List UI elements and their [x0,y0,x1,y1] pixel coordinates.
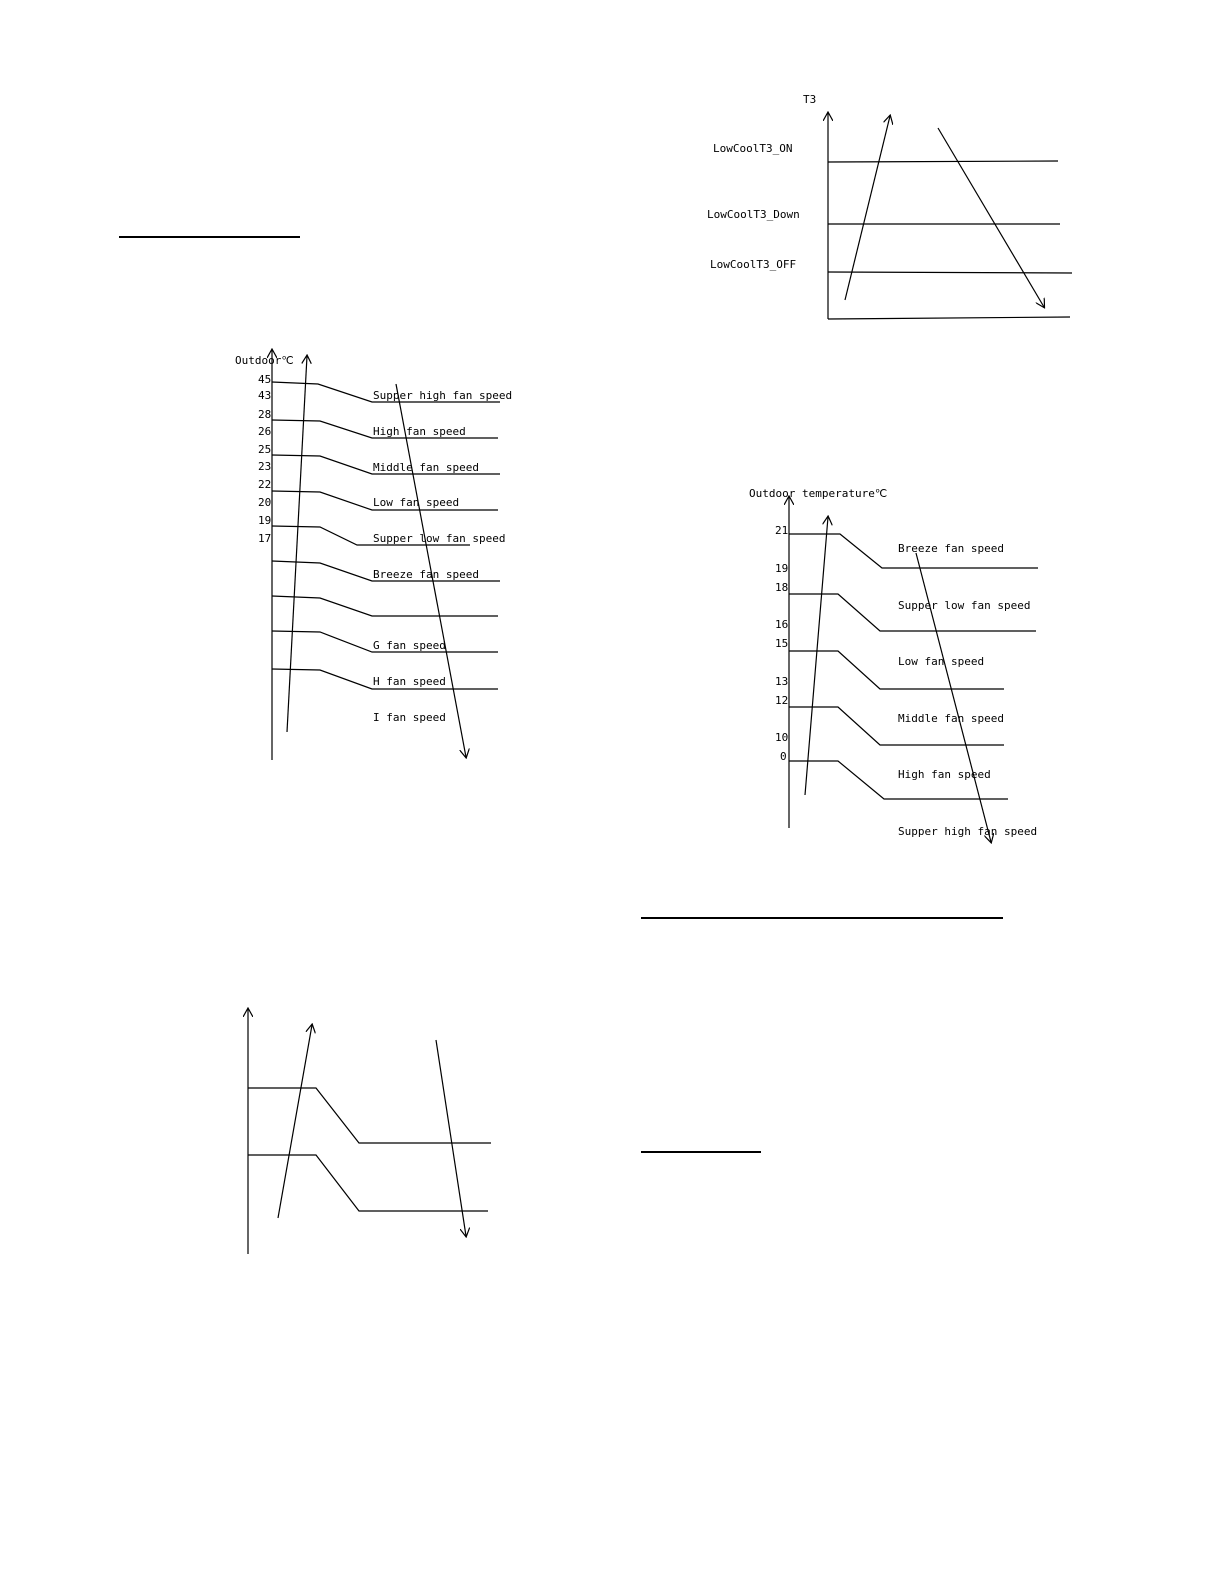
d1-tick: 19 [258,514,272,527]
d3-rising-arrow [805,517,828,795]
d1-tick: 28 [258,408,272,421]
d3-tick: 15 [775,637,789,650]
d3-tick: 16 [775,618,789,631]
diagram-outdoor-fan-speed [235,350,512,760]
d2-axis-label: T3 [803,93,817,106]
d1-tick: 26 [258,425,272,438]
d3-tick: 10 [775,731,789,744]
d1-speed-label: Low fan speed [373,496,460,509]
d1-speed-label: Middle fan speed [373,461,479,474]
d3-axis-label: Outdoor temperature℃ [749,487,888,500]
d3-speed-label: Supper high fan speed [898,825,1038,838]
diagram-outdoor-temperature-fan-speed [749,487,1038,842]
d2-level-label: LowCoolT3_Down [707,208,800,221]
d4-falling-arrow [436,1040,466,1236]
diagram-t3-low-cool [707,93,1072,319]
d1-speed-label: I fan speed [373,711,446,724]
d2-falling-arrow [938,128,1044,307]
d1-step-line [272,596,498,616]
d2-threshold-line [828,272,1072,273]
d1-rising-arrow [287,356,307,732]
d1-tick: 20 [258,496,272,509]
d1-tick: 23 [258,460,272,473]
d3-tick: 0 [780,750,787,763]
d1-speed-label: Supper low fan speed [373,532,506,545]
d3-tick: 13 [775,675,789,688]
d3-speed-label: Breeze fan speed [898,542,1004,555]
d2-threshold-line [828,161,1058,162]
d2-level-label: LowCoolT3_ON [713,142,793,155]
d1-speed-label: G fan speed [373,639,446,652]
d3-speed-label: Low fan speed [898,655,985,668]
d4-rising-arrow [278,1025,312,1218]
d3-speed-label: Middle fan speed [898,712,1004,725]
d4-step-line [248,1088,491,1143]
d1-tick: 45 [258,373,272,386]
d3-speed-label: Supper low fan speed [898,599,1031,612]
d1-speed-label: High fan speed [373,425,466,438]
d3-tick: 21 [775,524,789,537]
d3-tick: 19 [775,562,789,575]
diagram-two-level [248,1009,491,1254]
d3-tick: 18 [775,581,789,594]
d1-axis-label: Outdoor℃ [235,354,294,367]
d2-x-axis [828,317,1070,319]
d1-tick: 22 [258,478,272,491]
d1-speed-label: Supper high fan speed [373,389,513,402]
d3-tick: 12 [775,694,789,707]
d2-level-label: LowCoolT3_OFF [710,258,797,271]
d1-speed-label: Breeze fan speed [373,568,479,581]
d1-tick: 25 [258,443,272,456]
d1-speed-label: H fan speed [373,675,446,688]
d3-speed-label: High fan speed [898,768,991,781]
d1-tick: 17 [258,532,272,545]
d1-tick: 43 [258,389,272,402]
